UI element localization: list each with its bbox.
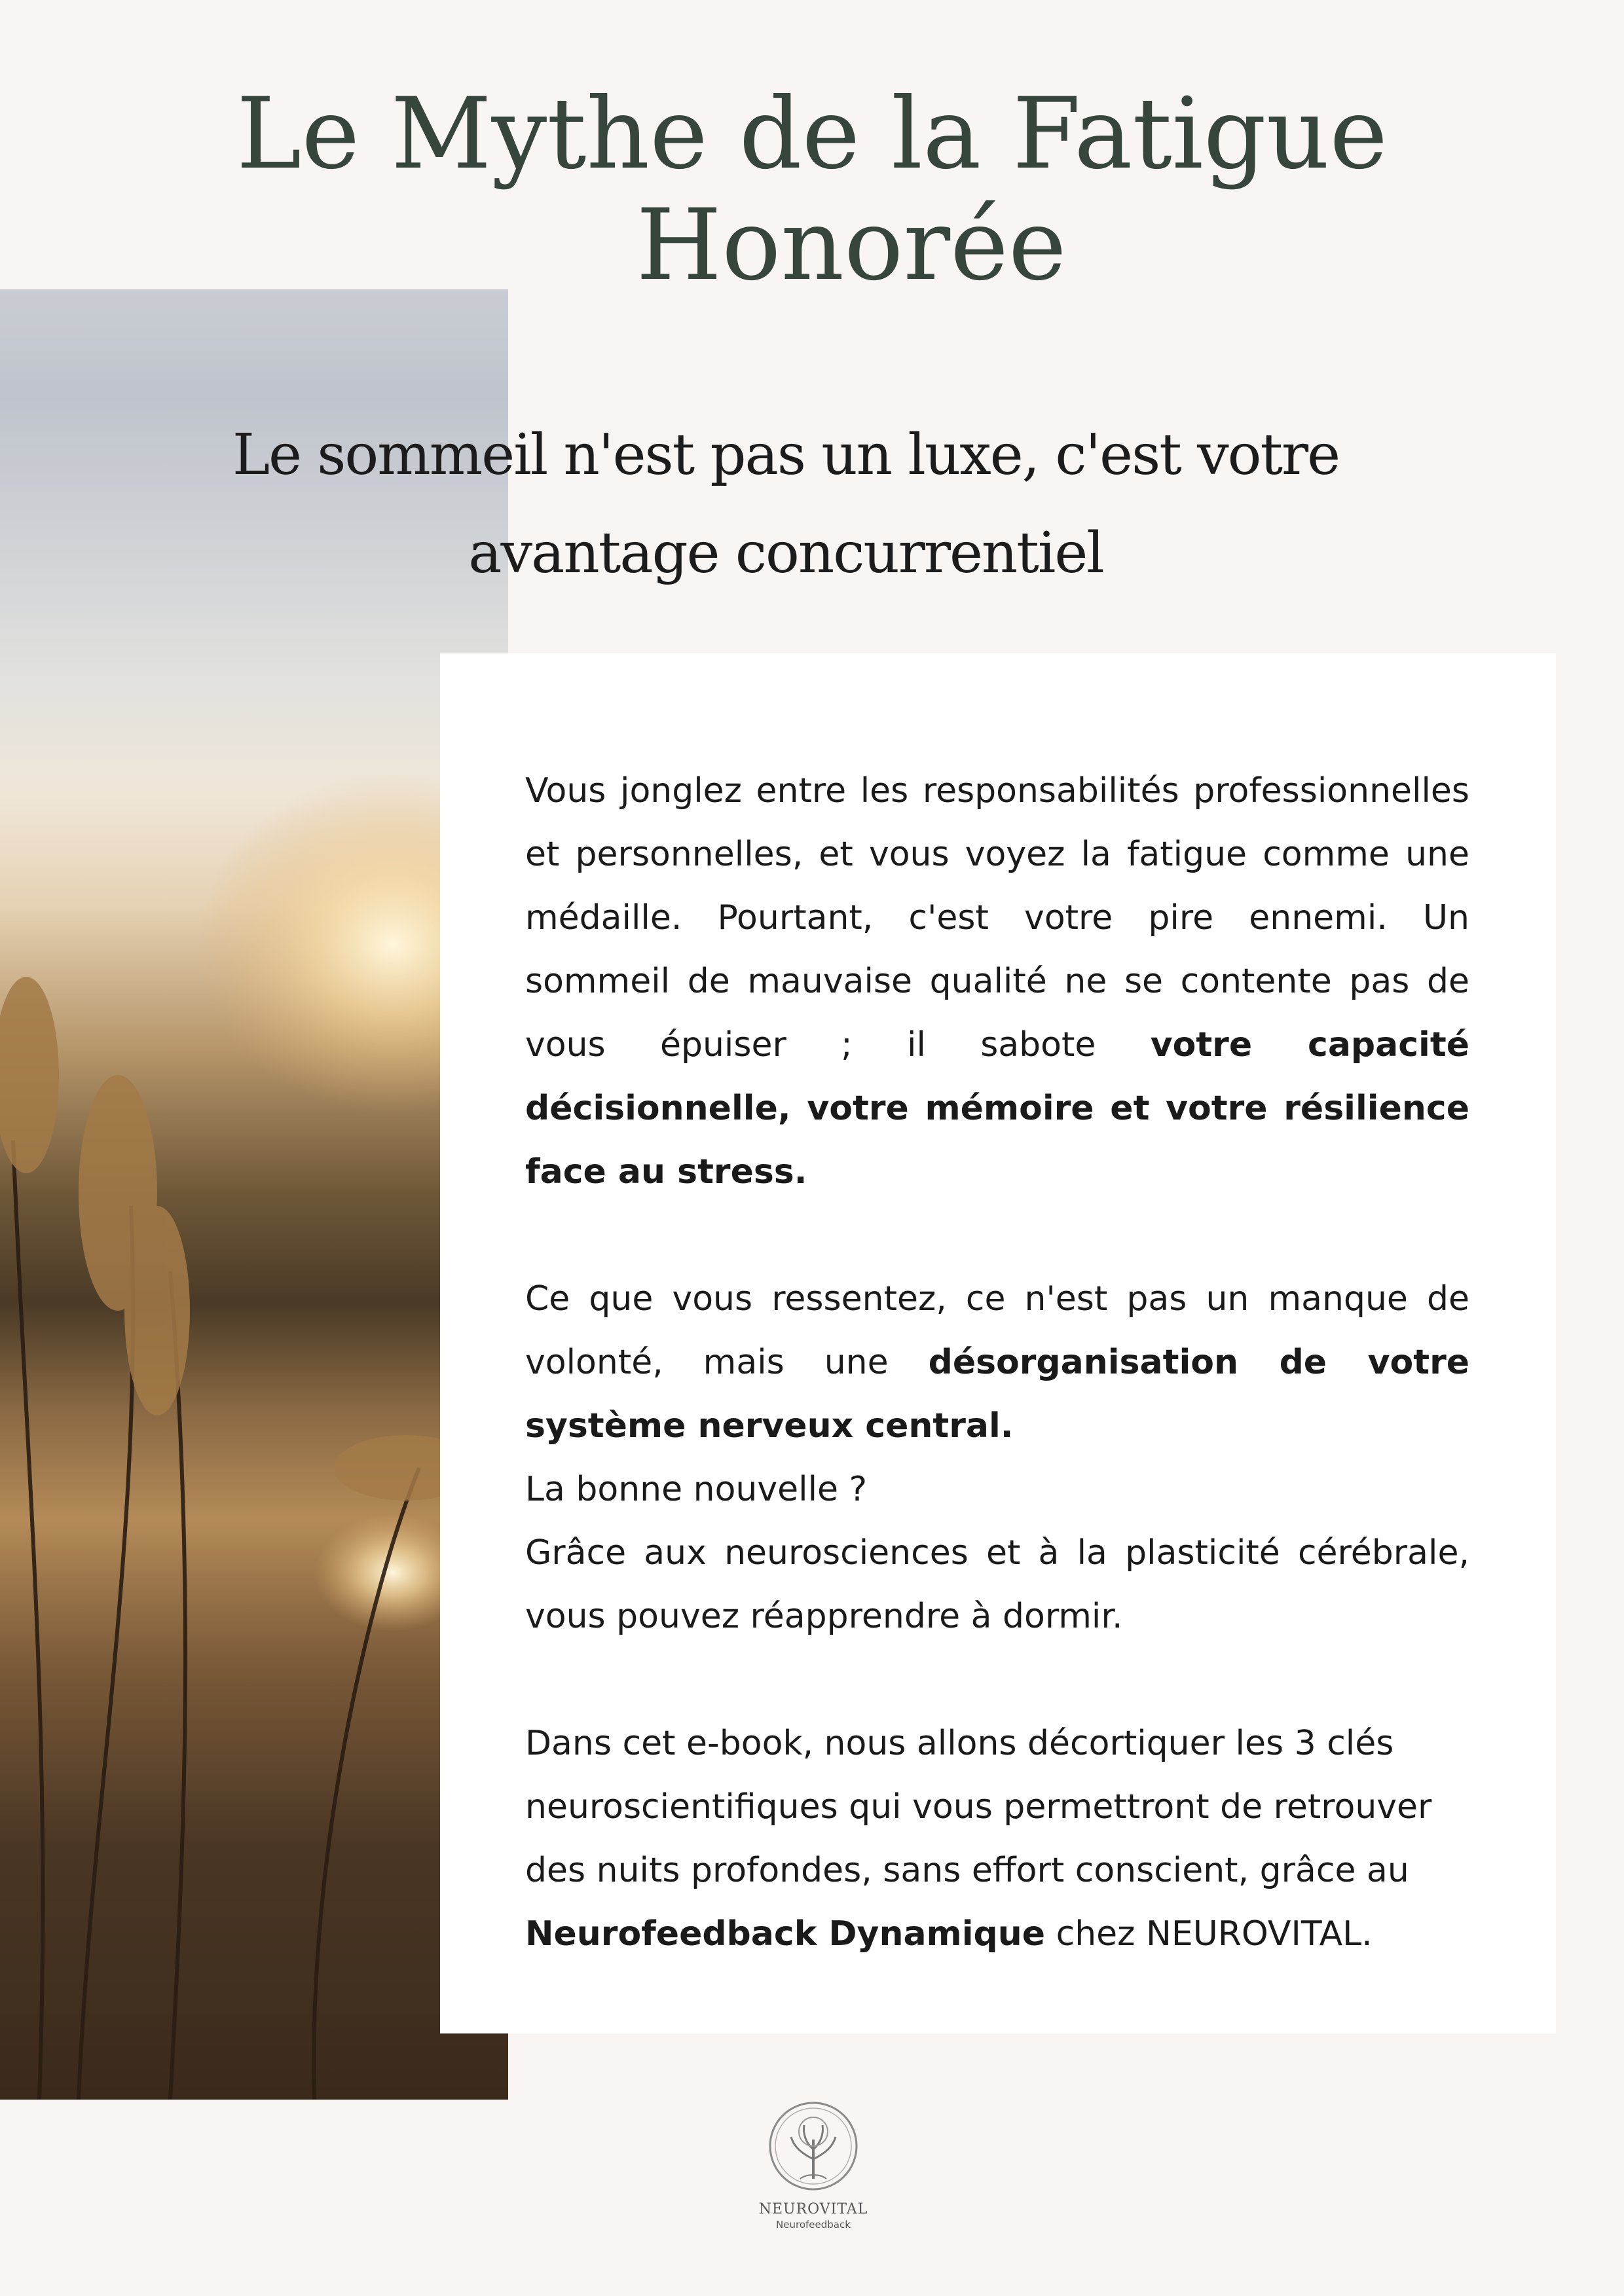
paragraph-cause-text: Ce que vous ressentez, ce n'est pas un manque de volonté, mais une bbox=[525, 1279, 1469, 1382]
paragraph-intro-text: Vous jonglez entre les responsabilités professionnelles et personnelles, et vous voyez la fatigue comme une médaille. Pourtant, c'est votre pire ennemi. Un sommeil de mauvaise qualité ne se contente pas de vous épuiser ; il sabote bbox=[525, 771, 1469, 1065]
brand-tagline: Neurofeedback bbox=[776, 2219, 851, 2231]
paragraph-ebook-emphasis: Neurofeedback Dynamique bbox=[525, 1914, 1046, 1954]
paragraph-good-news: La bonne nouvelle ? bbox=[525, 1470, 868, 1509]
subtitle-line-1: Le sommeil n'est pas un luxe, c'est votre bbox=[232, 422, 1340, 488]
title-line-1: Le Mythe de la Fatigue bbox=[236, 77, 1388, 191]
brand-name: NEUROVITAL bbox=[758, 2201, 868, 2217]
paragraph-ebook bbox=[525, 1712, 1469, 1966]
paragraph-cause-emphasis: désorganisation de votre système nerveux central. bbox=[525, 1343, 1469, 1446]
paragraph-cause bbox=[525, 1267, 1469, 1458]
subtitle-line-2: avantage concurrentiel bbox=[468, 520, 1103, 586]
page-title bbox=[0, 79, 1624, 301]
tree-of-life-icon bbox=[767, 2100, 859, 2192]
paragraph-neuroscience: Grâce aux neurosciences et à la plasticité cérébrale, vous pouvez réapprendre à dormir. bbox=[525, 1533, 1469, 1636]
title-line-2: Honorée bbox=[636, 189, 1067, 302]
paragraph-intro-emphasis: votre capacité décisionnelle, votre mémoire et votre résilience face au stress. bbox=[525, 1025, 1469, 1192]
paragraph-ebook-text: Dans cet e-book, nous allons décortiquer les 3 clés neuroscientifiques qui vous permettront de retrouver des nuits profondes, sans effort conscient, grâce au bbox=[525, 1724, 1432, 1890]
body-text bbox=[525, 759, 1469, 1966]
page-subtitle bbox=[196, 406, 1375, 602]
neurovital-logo bbox=[754, 2094, 872, 2232]
paragraph-intro bbox=[525, 759, 1469, 1204]
paragraph-ebook-end: chez NEUROVITAL. bbox=[1045, 1914, 1373, 1954]
